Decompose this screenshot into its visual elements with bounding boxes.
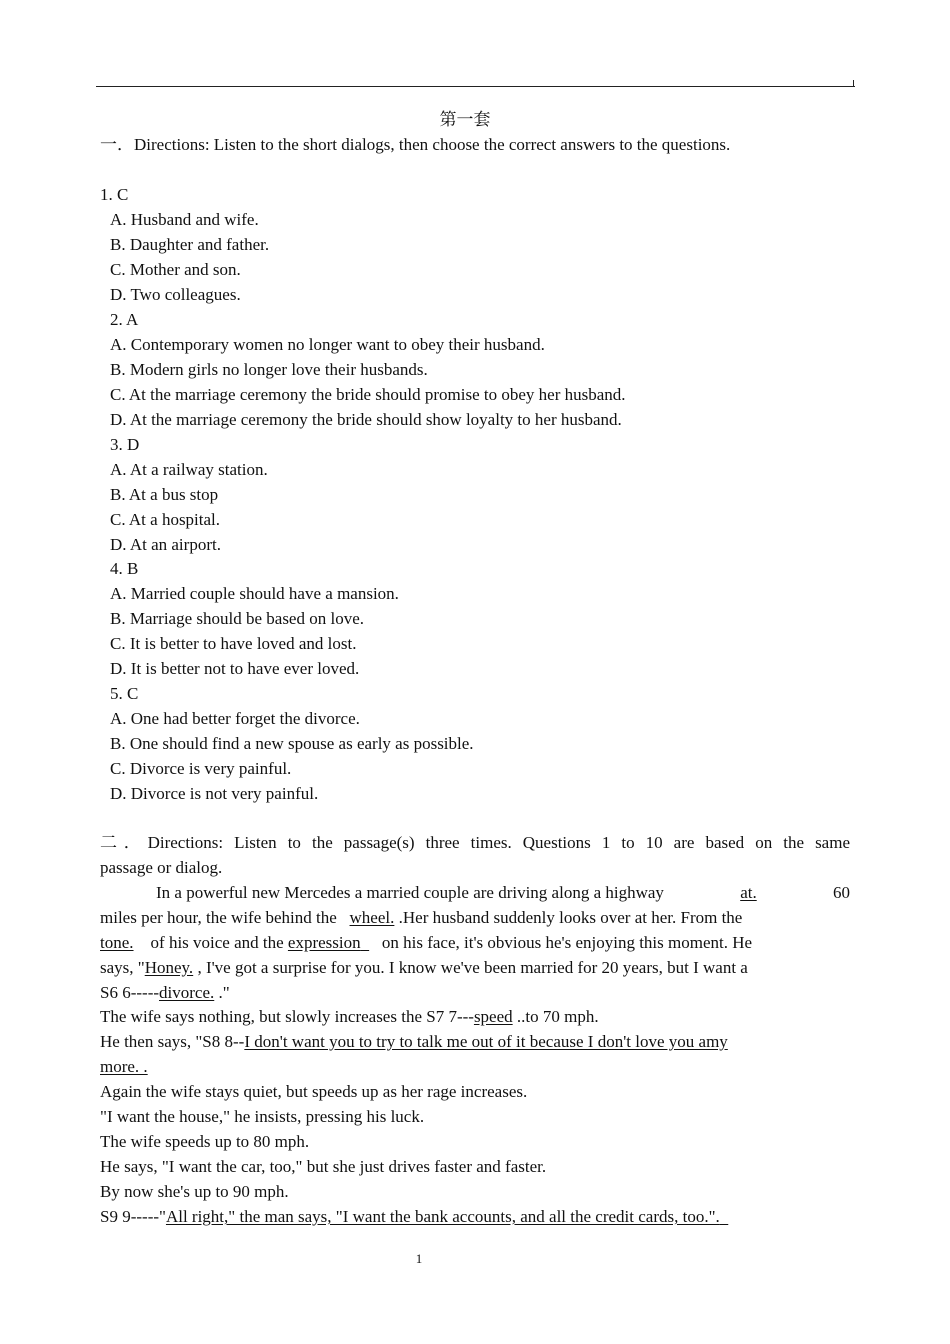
option: C. At a hospital.: [110, 510, 221, 529]
passage-blank: divorce.: [159, 983, 215, 1002]
passage-blank: speed: [473, 1007, 513, 1026]
option: B. At a bus stop: [110, 485, 219, 504]
option: A. Husband and wife.: [110, 210, 259, 229]
passage-text: on his face, it's obvious he's enjoying this moment. He: [381, 933, 753, 952]
section2-heading-cont: passage or dialog.: [100, 858, 223, 877]
option: D. Two colleagues.: [110, 285, 241, 304]
question-number: 3. D: [110, 435, 140, 454]
question-number: 4. B: [110, 559, 139, 578]
passage-line: [100, 1207, 728, 1227]
question-number: 1. C: [100, 185, 129, 204]
passage-text: The wife says nothing, but slowly increases the S7 7---: [100, 1007, 474, 1026]
passage-text: S9 9-----": [100, 1207, 166, 1226]
question-number: 2. A: [110, 310, 139, 329]
question-number: 5. C: [110, 684, 139, 703]
passage-text: He then says, "S8 8--: [100, 1032, 245, 1051]
passage-blank: tone.: [100, 933, 134, 952]
option: D. At an airport.: [110, 535, 221, 554]
option: D. At the marriage ceremony the bride should show loyalty to her husband.: [110, 410, 622, 429]
passage-line: [100, 1007, 599, 1027]
passage-blank: expression: [287, 933, 361, 952]
option: D. Divorce is not very painful.: [110, 784, 319, 803]
passage-text: S6 6-----: [100, 983, 160, 1002]
section2-heading: 二．Directions: Listen to the passage(s) three times. Questions 1 to 10 are based on the same: [100, 833, 850, 852]
option: D. It is better not to have ever loved.: [110, 659, 360, 678]
passage-text: In a powerful new Mercedes a married couple are driving along a highway: [156, 883, 664, 902]
passage-blank: I don't want you to try to talk me out of it because I don't love you amy: [244, 1032, 728, 1051]
passage-line: Again the wife stays quiet, but speeds up as her rage increases.: [100, 1082, 528, 1101]
passage-blank: Honey.: [144, 958, 194, 977]
option: C. Mother and son.: [110, 260, 241, 279]
passage-line: [100, 1032, 850, 1052]
option: C. Divorce is very painful.: [110, 759, 292, 778]
passage-text: 60: [832, 883, 850, 902]
passage-text: says, ": [100, 958, 145, 977]
header-rule-tick: [853, 80, 854, 87]
option: A. Contemporary women no longer want to obey their husband.: [110, 335, 545, 354]
option: B. Daughter and father.: [110, 235, 270, 254]
passage-text: .": [214, 983, 230, 1002]
passage-line: He says, "I want the car, too," but she just drives faster and faster.: [100, 1157, 547, 1176]
option: A. Married couple should have a mansion.: [110, 584, 399, 603]
passage-text: .Her husband suddenly looks over at her. From the: [398, 908, 743, 927]
passage-line: [100, 908, 850, 928]
passage-blank: All right," the man says, "I want the bank accounts, and all the credit cards, too.".: [165, 1207, 720, 1226]
passage-line: By now she's up to 90 mph.: [100, 1182, 289, 1201]
passage-blank: wheel.: [349, 908, 395, 927]
passage-line: [100, 983, 230, 1003]
passage-line: [156, 883, 850, 903]
passage-text: ..to 70 mph.: [512, 1007, 599, 1026]
passage-text: , I've got a surprise for you. I know we've been married for 20 years, but I want a: [197, 958, 748, 977]
passage-line: "I want the house," he insists, pressing his luck.: [100, 1107, 425, 1126]
passage-text: of his voice and the: [150, 933, 284, 952]
option: A. One had better forget the divorce.: [110, 709, 360, 728]
option: B. Marriage should be based on love.: [110, 609, 364, 628]
passage-line: [100, 1057, 148, 1077]
header-rule: [96, 86, 855, 87]
section1-heading: 一．Directions: Listen to the short dialogs, then choose the correct answers to the questions.: [100, 135, 731, 154]
option: C. At the marriage ceremony the bride should promise to obey her husband.: [110, 385, 626, 404]
page-number: 1: [415, 1251, 423, 1266]
passage-blank: more. .: [100, 1057, 148, 1076]
passage-line: The wife speeds up to 80 mph.: [100, 1132, 310, 1151]
passage-line: [100, 958, 850, 978]
option: A. At a railway station.: [110, 460, 268, 479]
option: B. One should find a new spouse as early as possible.: [110, 734, 474, 753]
option: C. It is better to have loved and lost.: [110, 634, 357, 653]
passage-line: [100, 933, 850, 953]
passage-text: miles per hour, the wife behind the: [100, 908, 337, 927]
option: B. Modern girls no longer love their husbands.: [110, 360, 428, 379]
passage-blank: at.: [740, 883, 757, 902]
page-title: 第一套: [439, 110, 491, 129]
